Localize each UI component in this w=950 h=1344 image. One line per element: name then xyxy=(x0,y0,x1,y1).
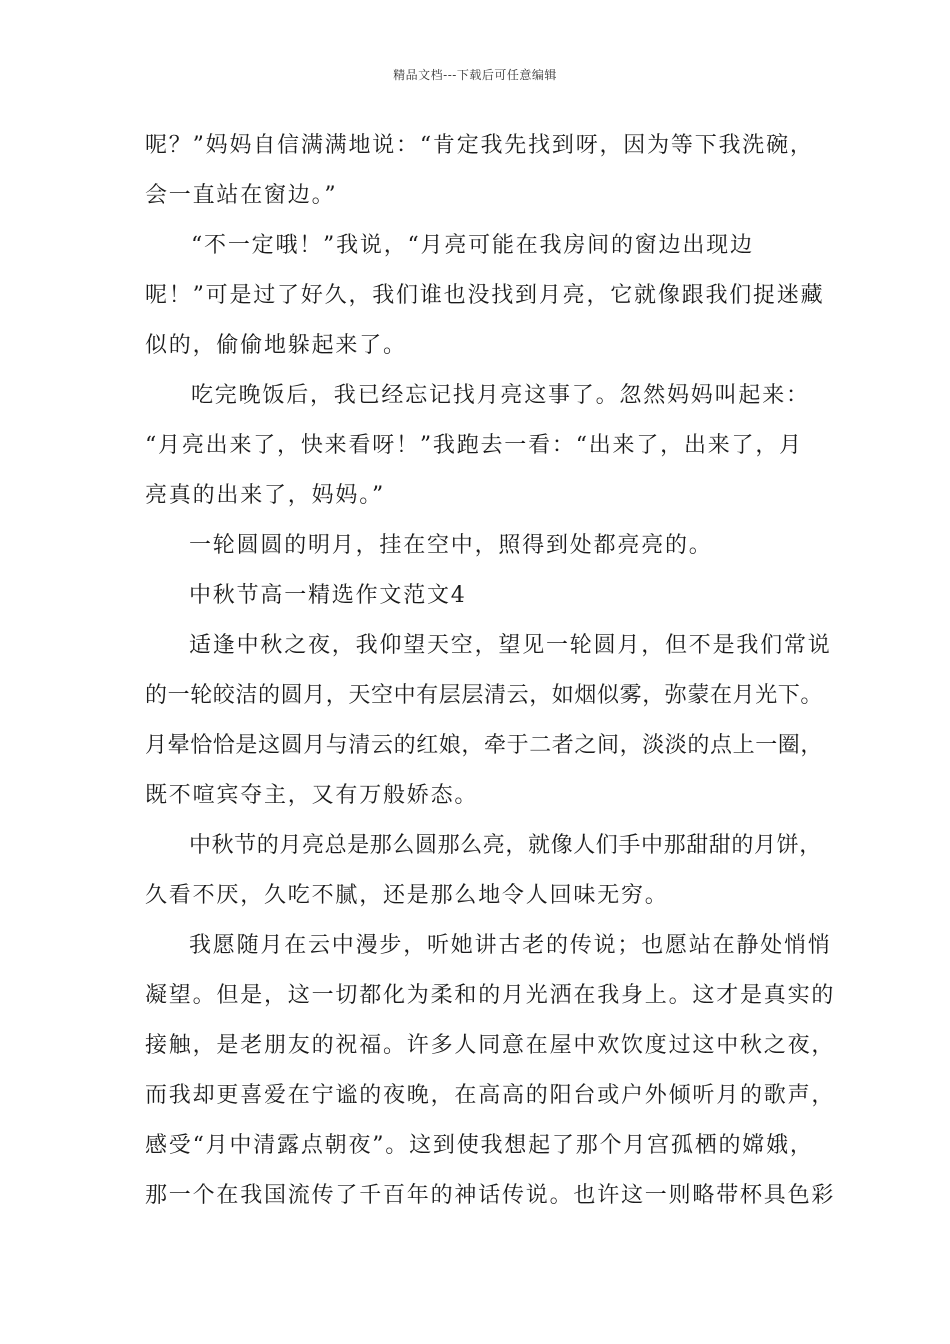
text-line: 会一直站在窗边。” xyxy=(145,183,338,208)
text-line: 我愿随月在云中漫步，听她讲古老的传说；也愿站在静处悄悄 xyxy=(189,933,832,958)
text-line: 凝望。但是，这一切都化为柔和的月光洒在我身上。这才是真实的 xyxy=(145,983,836,1008)
text-line: 的一轮皎洁的圆月，天空中有层层清云，如烟似雾，弥蒙在月光下。 xyxy=(145,683,824,708)
text-line: 而我却更喜爱在宁谧的夜晚，在高高的阳台或户外倾听月的歌声， xyxy=(145,1083,836,1108)
text-line: 呢！”可是过了好久，我们谁也没找到月亮，它就像跟我们捉迷藏 xyxy=(145,283,825,308)
text-line: 接触，是老朋友的祝福。许多人同意在屋中欢饮度过这中秋之夜， xyxy=(145,1033,836,1058)
text-line: 似的，偷偷地躲起来了。 xyxy=(145,333,407,358)
text-line: “月亮出来了，快来看呀！”我跑去一看：“出来了，出来了，月 xyxy=(145,433,803,458)
text-line: 呢？”妈妈自信满满地说：“肯定我先找到呀，因为等下我洗碗， xyxy=(145,133,814,158)
section-title: 中秋节高一精选作文范文4 xyxy=(189,583,467,608)
text-line: “不一定哦！”我说，“月亮可能在我房间的窗边出现边 xyxy=(191,233,754,258)
text-line: 感受“月中清露点朝夜”。这到使我想起了那个月宫孤栖的嫦娥， xyxy=(145,1133,814,1158)
page-header: 精品文档---下载后可任意编辑 xyxy=(393,68,557,82)
text-line: 中秋节的月亮总是那么圆那么亮，就像人们手中那甜甜的月饼， xyxy=(189,833,822,858)
text-line: 吃完晚饭后，我已经忘记找月亮这事了。忽然妈妈叫起来： xyxy=(191,383,810,408)
text-line: 亮真的出来了，妈妈。” xyxy=(145,483,386,508)
text-line: 久看不厌，久吃不腻，还是那么地令人回味无穷。 xyxy=(145,883,669,908)
document-body xyxy=(145,128,836,1228)
text-line: 月晕恰恰是这圆月与清云的红娘，牵于二者之间，淡淡的点上一圈， xyxy=(145,733,824,758)
text-line: 适逢中秋之夜，我仰望天空，望见一轮圆月，但不是我们常说 xyxy=(189,633,832,658)
text-line: 那一个在我国流传了千百年的神话传说。也许这一则略带杯具色彩 xyxy=(145,1183,836,1208)
text-line: 一轮圆圆的明月，挂在空中，照得到处都亮亮的。 xyxy=(189,533,713,558)
text-line: 既不喧宾夺主，又有万般娇态。 xyxy=(145,783,479,808)
